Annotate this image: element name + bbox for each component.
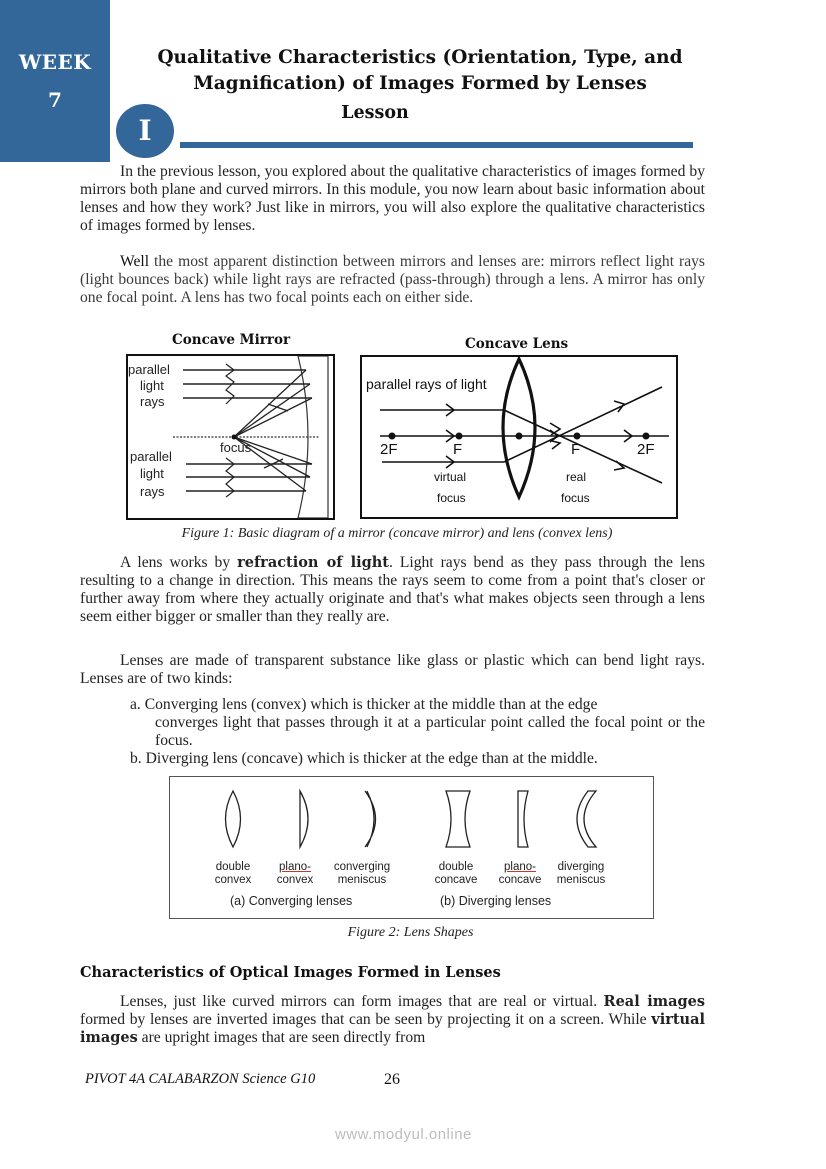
page-number: 26 xyxy=(384,1071,400,1088)
incident-rays-bottom xyxy=(186,458,312,497)
watermark: www.modyul.online xyxy=(335,1126,472,1143)
point-optical-center xyxy=(516,433,523,440)
section-label: Lesson xyxy=(341,103,409,123)
point-2f-left xyxy=(389,433,396,440)
lens-shape xyxy=(503,359,535,497)
lens-label-double-convex: double convex xyxy=(214,861,252,886)
section-heading: Characteristics of Optical Images Formed in Lenses xyxy=(80,964,501,981)
section-marker-icon: I xyxy=(116,104,174,158)
list-item-a-line1: Converging lens (convex) which is thicker at the middle than at the edge xyxy=(144,696,598,713)
mirror-label-bottom-1: parallel xyxy=(130,449,172,464)
lens-label-real-2: focus xyxy=(561,491,590,505)
mirror-label-focus: focus xyxy=(220,440,252,455)
lens-shapes-figure xyxy=(169,776,654,919)
lenses-intro-paragraph: Lenses are made of transparent substance like glass or plastic which can bend light rays. Lenses are of two kinds: xyxy=(80,652,705,687)
lens-label-2f-left: 2F xyxy=(380,441,398,458)
lens-label-2f-right: 2F xyxy=(637,441,655,458)
refraction-paragraph xyxy=(80,554,705,626)
intro-paragraph-2 xyxy=(80,253,705,307)
lens-label-virtual-2: focus xyxy=(437,491,466,505)
arrow-6 xyxy=(552,441,560,449)
characteristics-paragraph xyxy=(80,993,705,1047)
point-2f-right xyxy=(643,433,650,440)
characteristics-tail: are upright images that are seen directly from xyxy=(137,1029,426,1046)
lens-label-f-right: F xyxy=(571,441,581,458)
concave-mirror-svg xyxy=(128,356,333,518)
list-item-b-line1: Diverging lens (concave) which is thicker at the edge than at the middle. xyxy=(145,750,598,767)
mirror-title: Concave Mirror xyxy=(172,332,291,348)
lens-label-virtual-1: virtual xyxy=(434,470,467,484)
lens-title: Concave Lens xyxy=(465,336,569,352)
list-item-diverging xyxy=(130,750,705,768)
intro-paragraph-1: In the previous lesson, you explored about the qualitative characteristics of images formed by mirrors both plane and curved mirrors. In this module, you now learn about basic information about lenses and how they work? Just like in mirrors, you will also explore the qualitative characteristics of images formed by lenses. xyxy=(80,163,705,234)
list-marker-b: b. xyxy=(130,750,142,767)
list-item-converging xyxy=(130,696,705,750)
intro-paragraph-2-rest: the most apparent distinction between mirrors and lenses are: mirrors reflect light rays (light bounces back) while light rays are refracted (pass-through) through a lens. A mirror has only one focal point. A lens has two focal points each on either side. xyxy=(80,253,705,306)
lens-label-plano-convex: plano- convex xyxy=(276,861,314,886)
refraction-rest: . Light rays bend as they pass through the lens resulting to a change in direction. This means the rays seem to come from a point that's closer or further away from where they actually originate and that's what makes objects seen through a lens seem either bigger or smaller than they really are. xyxy=(80,554,705,625)
page-title xyxy=(120,45,720,97)
lens-label-double-concave: double concave xyxy=(434,861,478,886)
figure-1-caption: Figure 1: Basic diagram of a mirror (concave mirror) and lens (convex lens) xyxy=(181,526,613,541)
figure-2-caption: Figure 2: Lens Shapes xyxy=(347,925,474,940)
plano-convex-icon xyxy=(300,791,308,847)
lens-diagram xyxy=(360,355,678,519)
section-divider xyxy=(180,142,693,148)
incident-rays-top xyxy=(183,364,312,404)
point-f-left xyxy=(456,433,463,440)
mirror-label-bottom-3: rays xyxy=(140,484,165,499)
lens-label-rays: parallel rays of light xyxy=(366,376,487,392)
mirror-label-top-3: rays xyxy=(140,394,165,409)
lens-label-diverging-meniscus: diverging meniscus xyxy=(556,861,606,886)
mirror-label-top-2: light xyxy=(140,378,164,393)
week-label: WEEK xyxy=(18,50,92,74)
title-line-1: Qualitative Characteristics (Orientation, Type, and xyxy=(157,47,683,68)
diverging-meniscus-icon xyxy=(577,791,596,847)
double-convex-icon xyxy=(226,791,241,847)
group-label-converging: (a) Converging lenses xyxy=(230,894,353,908)
lens-label-converging-meniscus: converging meniscus xyxy=(333,861,391,886)
lens-label-real-1: real xyxy=(566,470,587,484)
title-line-2: Magnification) of Images Formed by Lenses xyxy=(193,73,647,94)
double-concave-icon xyxy=(446,791,470,847)
convex-lens-svg xyxy=(362,357,676,517)
group-label-diverging: (b) Diverging lenses xyxy=(440,894,552,908)
week-number: 7 xyxy=(48,88,62,112)
point-f-right xyxy=(574,433,581,440)
virtual-images-bold: virtual images xyxy=(80,1011,705,1046)
list-marker-a: a. xyxy=(130,696,141,713)
plano-concave-icon xyxy=(518,791,528,847)
refraction-bold: refraction of light xyxy=(237,554,389,571)
characteristics-mid: formed by lenses are inverted images that can be seen by projecting it on a screen. While xyxy=(80,1011,652,1028)
real-images-bold: Real images xyxy=(603,993,705,1010)
intro-paragraph-2-lead: Well xyxy=(120,253,150,270)
mirror-diagram xyxy=(126,354,335,520)
footer-text: PIVOT 4A CALABARZON Science G10 xyxy=(85,1071,316,1087)
list-item-a-rest: converges light that passes through it at a particular point called the focal point or the focus. xyxy=(155,714,705,749)
characteristics-lead: Lenses, just like curved mirrors can form images that are real or virtual. xyxy=(120,993,604,1010)
lens-label-plano-concave: plano- concave xyxy=(498,861,542,886)
refraction-lead: A lens works by xyxy=(120,554,238,571)
arrow-7 xyxy=(614,401,624,412)
reflected-rays xyxy=(234,370,312,491)
week-badge xyxy=(0,0,110,162)
converging-meniscus-icon xyxy=(365,791,376,847)
focus-point xyxy=(232,435,237,440)
lens-label-f-left: F xyxy=(453,441,463,458)
mirror-label-top-1: parallel xyxy=(128,362,170,377)
mirror-label-bottom-2: light xyxy=(140,466,164,481)
